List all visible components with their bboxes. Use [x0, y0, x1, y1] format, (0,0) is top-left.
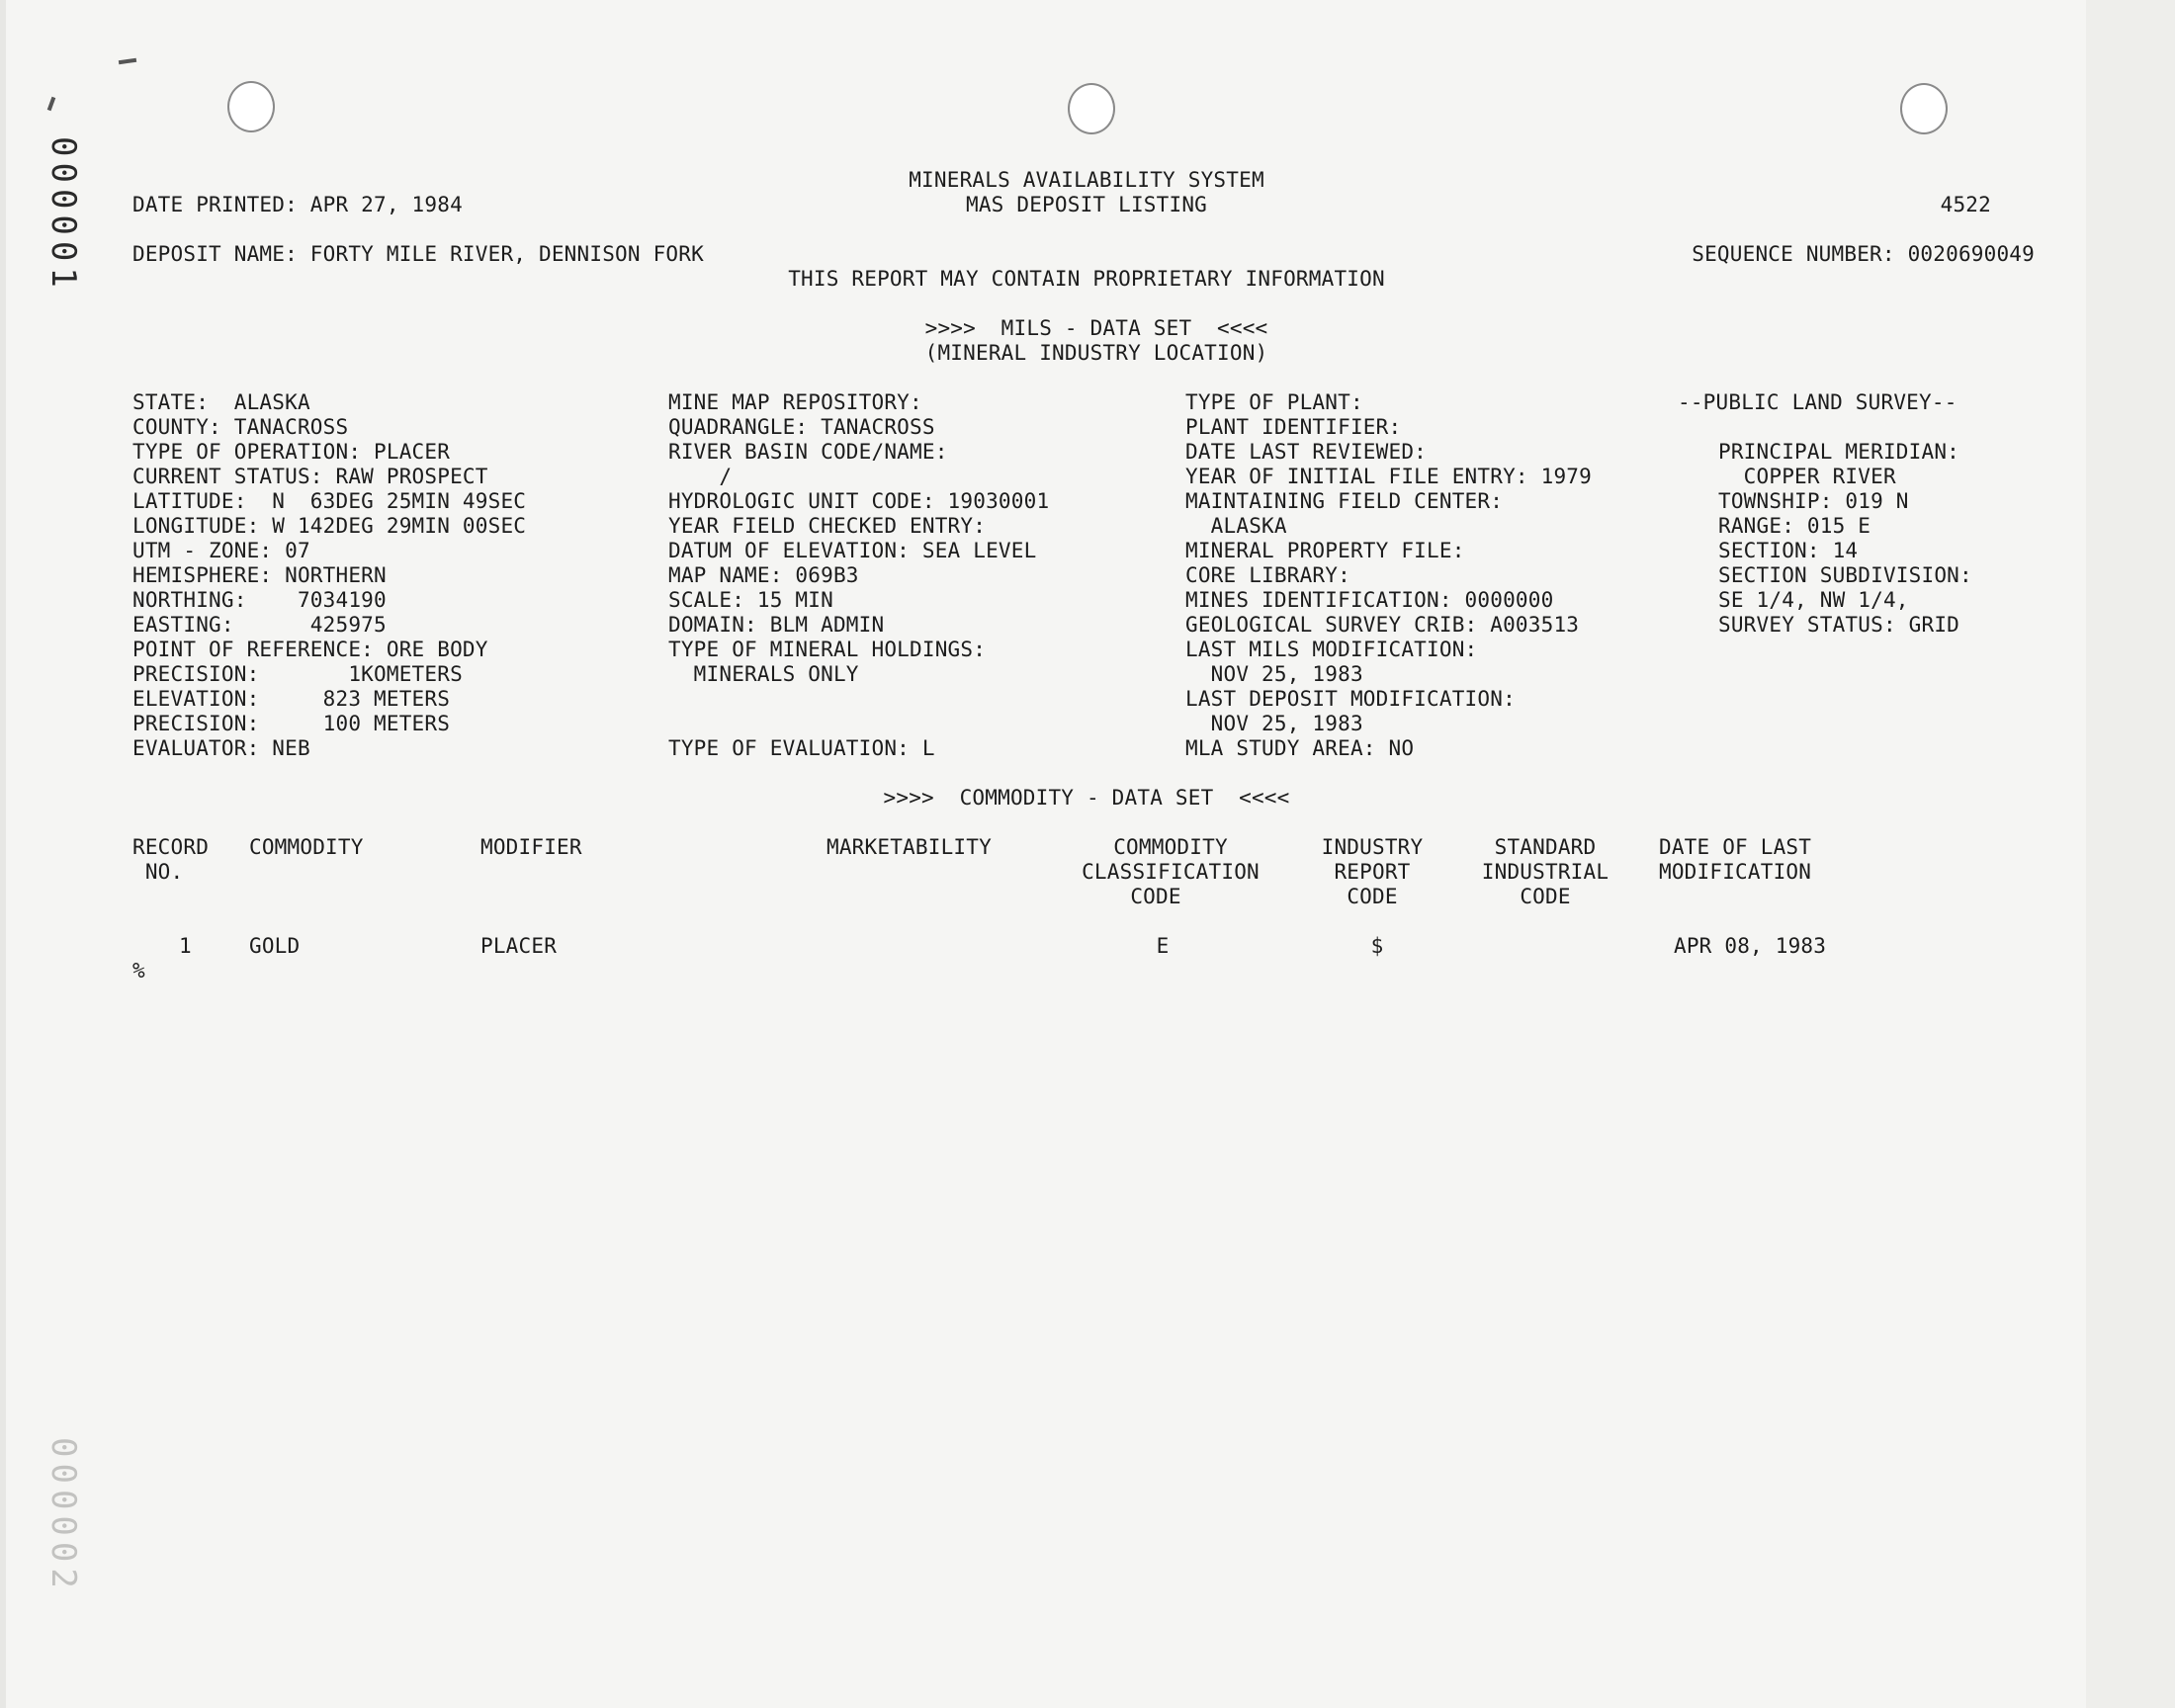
- field-evaluator: EVALUATOR: NEB: [132, 736, 310, 760]
- cell-classification: E: [1156, 934, 1170, 958]
- field-geological-survey-crib: GEOLOGICAL SURVEY CRIB: A003513: [1185, 613, 1580, 637]
- header-record-no-line2: NO.: [132, 860, 184, 884]
- field-year-field-checked: YEAR FIELD CHECKED ENTRY:: [668, 514, 987, 538]
- field-datum-of-elevation: DATUM OF ELEVATION: SEA LEVEL: [668, 539, 1037, 562]
- listing-title: MAS DEPOSIT LISTING: [965, 193, 1208, 216]
- header-classification: COMMODITY: [1113, 835, 1228, 859]
- field-latitude: LATITUDE: N 63DEG 25MIN 49SEC: [132, 489, 527, 513]
- field-mines-identification: MINES IDENTIFICATION: 0000000: [1185, 588, 1554, 612]
- header-industry: INDUSTRY: [1321, 835, 1424, 859]
- proprietary-notice: THIS REPORT MAY CONTAIN PROPRIETARY INFORMATION: [788, 267, 1385, 291]
- field-field-center-value: ALASKA: [1185, 514, 1287, 538]
- field-hemisphere: HEMISPHERE: NORTHERN: [132, 563, 387, 587]
- field-plant-identifier: PLANT IDENTIFIER:: [1185, 415, 1402, 439]
- field-section-subdivision: SECTION SUBDIVISION:: [1718, 563, 1972, 587]
- field-elevation: ELEVATION: 823 METERS: [132, 687, 451, 711]
- field-mla-study-area: MLA STUDY AREA: NO: [1185, 736, 1415, 760]
- field-last-mils-modification: LAST MILS MODIFICATION:: [1185, 638, 1478, 661]
- field-type-of-mineral-holdings: TYPE OF MINERAL HOLDINGS:: [668, 638, 987, 661]
- mils-section-subtitle: (MINERAL INDUSTRY LOCATION): [924, 341, 1268, 365]
- field-section-subdivision-value: SE 1/4, NW 1/4,: [1718, 588, 1909, 612]
- field-maintaining-field-center: MAINTAINING FIELD CENTER:: [1185, 489, 1504, 513]
- field-last-deposit-modification-date: NOV 25, 1983: [1185, 712, 1363, 735]
- deposit-name: DEPOSIT NAME: FORTY MILE RIVER, DENNISON FORK: [132, 242, 704, 266]
- field-hydrologic-unit-code: HYDROLOGIC UNIT CODE: 19030001: [668, 489, 1050, 513]
- field-map-name: MAP NAME: 069B3: [668, 563, 859, 587]
- cell-record: 1: [179, 934, 192, 958]
- punch-hole-left: [227, 81, 275, 132]
- field-current-status: CURRENT STATUS: RAW PROSPECT: [132, 465, 488, 488]
- field-county: COUNTY: TANACROSS: [132, 415, 349, 439]
- date-printed: DATE PRINTED: APR 27, 1984: [132, 193, 463, 216]
- field-township: TOWNSHIP: 019 N: [1718, 489, 1909, 513]
- header-standard-line2: INDUSTRIAL: [1481, 860, 1610, 884]
- field-scale: SCALE: 15 MIN: [668, 588, 833, 612]
- field-mineral-property-file: MINERAL PROPERTY FILE:: [1185, 539, 1465, 562]
- header-standard-line3: CODE: [1520, 885, 1571, 908]
- header-classification-line3: CODE: [1130, 885, 1181, 908]
- mils-section-title: >>>> MILS - DATA SET <<<<: [924, 316, 1268, 340]
- field-type-of-evaluation: TYPE OF EVALUATION: L: [668, 736, 935, 760]
- field-river-basin: RIVER BASIN CODE/NAME:: [668, 440, 948, 464]
- header-industry-line2: REPORT: [1334, 860, 1411, 884]
- field-type-of-operation: TYPE OF OPERATION: PLACER: [132, 440, 451, 464]
- header-date-of-last: DATE OF LAST: [1659, 835, 1812, 859]
- field-utm-zone: UTM - ZONE: 07: [132, 539, 310, 562]
- field-precision-elevation: PRECISION: 100 METERS: [132, 712, 451, 735]
- field-state: STATE: ALASKA: [132, 390, 310, 414]
- field-easting: EASTING: 425975: [132, 613, 387, 637]
- page-number: 4522: [1940, 193, 1991, 216]
- header-classification-line2: CLASSIFICATION: [1082, 860, 1260, 884]
- field-mine-map-repository: MINE MAP REPOSITORY:: [668, 390, 922, 414]
- header-date-of-last-line2: MODIFICATION: [1659, 860, 1812, 884]
- field-type-of-plant: TYPE OF PLANT:: [1185, 390, 1363, 414]
- field-principal-meridian-value: COPPER RIVER: [1718, 465, 1896, 488]
- cell-modifier: PLACER: [480, 934, 558, 958]
- sheet-edge: [2086, 0, 2175, 1708]
- commodity-section-title: >>>> COMMODITY - DATA SET <<<<: [883, 786, 1290, 810]
- field-domain: DOMAIN: BLM ADMIN: [668, 613, 885, 637]
- header-marketability: MARKETABILITY: [826, 835, 992, 859]
- field-survey-status: SURVEY STATUS: GRID: [1718, 613, 1960, 637]
- field-section: SECTION: 14: [1718, 539, 1859, 562]
- header-standard: STANDARD: [1494, 835, 1597, 859]
- header-modifier: MODIFIER: [480, 835, 582, 859]
- system-title: MINERALS AVAILABILITY SYSTEM: [909, 168, 1264, 192]
- field-precision-location: PRECISION: 1KOMETERS: [132, 662, 463, 686]
- field-mineral-holdings-value: MINERALS ONLY: [668, 662, 859, 686]
- header-industry-line3: CODE: [1347, 885, 1398, 908]
- sequence-number: SEQUENCE NUMBER: 0020690049: [1692, 242, 2035, 266]
- cell-date: APR 08, 1983: [1674, 934, 1827, 958]
- field-core-library: CORE LIBRARY:: [1185, 563, 1350, 587]
- field-longitude: LONGITUDE: W 142DEG 29MIN 00SEC: [132, 514, 527, 538]
- cell-industry: $: [1370, 934, 1384, 958]
- field-last-mils-modification-date: NOV 25, 1983: [1185, 662, 1363, 686]
- cell-commodity: GOLD: [249, 934, 301, 958]
- public-land-survey-heading: --PUBLIC LAND SURVEY--: [1678, 390, 1958, 414]
- frame-number-top: 000001: [44, 136, 83, 294]
- field-last-deposit-modification: LAST DEPOSIT MODIFICATION:: [1185, 687, 1516, 711]
- frame-number-bottom: 000002: [44, 1437, 83, 1594]
- header-commodity: COMMODITY: [249, 835, 364, 859]
- punch-hole-right: [1900, 83, 1948, 134]
- field-date-last-reviewed: DATE LAST REVIEWED:: [1185, 440, 1428, 464]
- field-point-of-reference: POINT OF REFERENCE: ORE BODY: [132, 638, 488, 661]
- field-river-basin-value: /: [668, 465, 733, 488]
- field-range: RANGE: 015 E: [1718, 514, 1871, 538]
- field-year-initial-file-entry: YEAR OF INITIAL FILE ENTRY: 1979: [1185, 465, 1592, 488]
- end-of-record-marker: %: [132, 959, 145, 982]
- field-principal-meridian: PRINCIPAL MERIDIAN:: [1718, 440, 1960, 464]
- header-record-no: RECORD: [132, 835, 210, 859]
- field-quadrangle: QUADRANGLE: TANACROSS: [668, 415, 935, 439]
- punch-hole-center: [1068, 83, 1115, 134]
- field-northing: NORTHING: 7034190: [132, 588, 387, 612]
